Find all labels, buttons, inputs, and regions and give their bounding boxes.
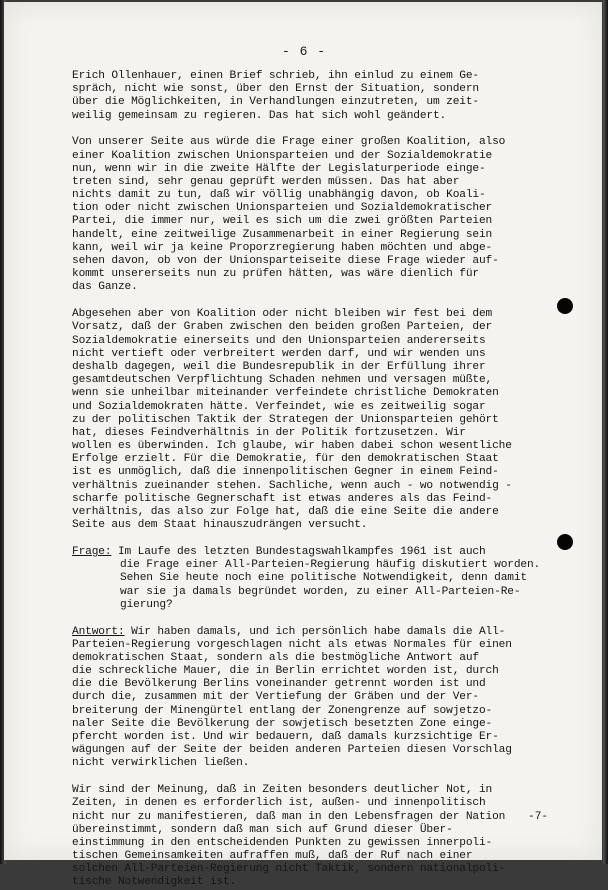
text-line: die schreckliche Mauer, die in Berlin errichtet worden ist, durch xyxy=(72,665,499,678)
text-line: tion oder nicht zwischen Unionsparteien und Sozialdemokratischer xyxy=(72,202,493,215)
text-line: verhältnis zueinander stehen. Sachliche, wenn auch - wo notwendig - xyxy=(72,479,512,492)
paragraph xyxy=(72,308,572,532)
text-line: zu der politischen Taktik der Strategen der Unionsparteien gehört xyxy=(72,413,499,426)
text-line: nicht vertieft oder verbreitert werden darf, und wir wenden uns xyxy=(72,347,486,360)
text-line: Partei, die immer nur, weil es sich um die zwei größten Parteien xyxy=(72,215,493,228)
text-line: naler Seite die Bevölkerung der sowjetisch besetzten Zone einge- xyxy=(72,717,493,730)
text-line: nicht verwirklichen ließen. xyxy=(72,757,250,770)
text-line: Seite aus dem Staat hinauszudrängen versucht. xyxy=(72,519,368,532)
text-line: tische Notwendigkeit ist. xyxy=(72,876,237,889)
text-line: und Sozialdemokraten hätte. Verfeindet, wie es zeitweilig sogar xyxy=(72,400,486,413)
page-number: - 6 - xyxy=(281,44,326,59)
text-line: solchen All-Parteien-Regierung nicht Taktik, sondern nationalpoli- xyxy=(72,863,506,876)
text-line: Wir sind der Meinung, daß in Zeiten besonders deutlicher Not, in xyxy=(72,784,493,797)
text-line: wägungen auf der Seite der beiden anderen Parteien diesen Vorschlag xyxy=(72,744,512,757)
text-line: ist es unmöglich, daß die innenpolitischen Gegner in einem Feind- xyxy=(72,466,499,479)
text-line: wenn sie unheilbar miteinander verfeindete christliche Demokraten xyxy=(72,387,499,400)
scan-edge-right xyxy=(603,0,608,864)
text-line: Vorsatz, daß der Graben zwischen den beiden großen Parteien, der xyxy=(72,321,493,334)
text-line: handelt, eine zeitweilige Zusammenarbeit in einer Regierung sein xyxy=(72,228,493,241)
text-line xyxy=(72,626,572,639)
text-line: durch die, zusammen mit der Vertiefung der Gräben und der Ver- xyxy=(72,691,479,704)
text-line: über die Möglichkeiten, in Verhandlungen einzutreten, um zeit- xyxy=(72,96,479,109)
text-line: Von unserer Seite aus würde die Frage einer großen Koalition, also xyxy=(72,136,506,149)
text-line: gierung? xyxy=(120,598,173,611)
text-line: wollen es überwinden. Ich glaube, wir haben dabei schon wesentliche xyxy=(72,440,512,453)
text-line: Abgesehen aber von Koalition oder nicht bleiben wir fest bei dem xyxy=(72,308,493,321)
text-line: demokratischen Staat, sondern als die bestmögliche Antwort auf xyxy=(72,651,479,664)
question-block xyxy=(72,546,572,612)
text-line: kann, weil wir ja keine Proporzregierung haben möchten und abge- xyxy=(72,241,493,254)
paragraph xyxy=(72,136,572,294)
text-line: die die Bevölkerung Berlins voneinander getrennt worden ist und xyxy=(72,678,486,691)
text-line: weilig gemeinsam zu regieren. Das hat sich wohl geändert. xyxy=(72,109,447,122)
text-line: war sie ja damals begründet worden, zu einer All-Parteien-Re- xyxy=(120,585,521,598)
text-line: kommt unsererseits nun zu prüfen hätten, was wäre dienlich für xyxy=(72,268,479,281)
text-line: einstimmung in den entscheidenden Punkten zu gewissen innerpoli- xyxy=(72,836,493,849)
answer-label: Antwort: xyxy=(72,625,125,638)
text-line: hat, dieses Feindverhältnis in der Politik fortzusetzen. Wir xyxy=(72,426,466,439)
text-line: pfercht worden ist. Und wir bedauern, daß damals kurzsichtige Er- xyxy=(72,731,499,743)
text-line xyxy=(72,546,572,559)
text-line: nichts damit zu tun, daß wir völlig unabhängig davon, ob Koali- xyxy=(72,189,486,202)
continuation-marker: -7- xyxy=(528,811,549,823)
text-line: verhältnis, das also zur Folge hat, daß die eine Seite die andere xyxy=(72,506,499,518)
paragraph xyxy=(72,784,572,890)
text-line: die Frage einer All-Parteien-Regierung häufig diskutiert worden. xyxy=(120,559,541,572)
text-line: nicht nur zu manifestieren, daß man in den Lebensfragen der Nation xyxy=(72,810,506,823)
text-line: übereinstimmt, sondern daß man sich auf Grund dieser Über- xyxy=(72,823,453,836)
text-line: deshalb dagegen, weil die Bundesrepublik in der Erfüllung ihrer xyxy=(72,360,486,373)
text-line: gesamtdeutschen Verpflichtung Schaden nehmen und versagen müßte, xyxy=(72,374,493,387)
text-line: Parteien-Regierung vorgeschlagen nicht als etwas Normales für einen xyxy=(72,638,512,651)
text-line: Zeiten, in denen es erforderlich ist, außen- und innenpolitisch xyxy=(72,797,486,810)
text-line: spräch, nicht wie sonst, über den Ernst der Situation, sondern xyxy=(72,83,479,96)
answer-block xyxy=(72,626,572,771)
text-line: Sehen Sie heute noch eine politische Notwendigkeit, denn damit xyxy=(120,572,527,585)
question-label: Frage: xyxy=(72,545,112,558)
text-line: Erfolge erzielt. Für die Demokratie, für den demokratischen Staat xyxy=(72,453,499,466)
text-line: Sozialdemokratie einerseits und den Unionsparteien andererseits xyxy=(72,334,486,347)
text-line: tischen Gemeinsamkeiten aufraffen muß, daß der Ruf nach einer xyxy=(72,850,473,863)
text-line: einer Koalition zwischen Unionsparteien und der Sozialdemokratie xyxy=(72,149,493,162)
body-text xyxy=(72,70,572,890)
text-line: breiterung der Minengürtel entlang der Zonengrenze auf sowjetzo- xyxy=(72,704,493,717)
text-line: nun, wenn wir in die zweite Hälfte der Legislaturperiode einge- xyxy=(72,162,486,175)
paragraph xyxy=(72,70,572,123)
answer-text: Wir haben damals, und ich persönlich habe damals die All- xyxy=(124,625,506,638)
text-line: scharfe politische Gegnerschaft ist etwas anderes als das Feind- xyxy=(72,492,493,505)
text-line: sehen davon, ob von der Unionsparteiseite diese Frage wieder auf- xyxy=(72,255,499,268)
text-line: das Ganze. xyxy=(72,281,138,294)
text-line: Erich Ollenhauer, einen Brief schrieb, ihn einlud zu einem Ge- xyxy=(72,70,479,82)
question-text: Im Laufe des letzten Bundestagswahlkampfes 1961 ist auch xyxy=(111,545,486,558)
text-line: treten sind, sehr genau geprüft werden müssen. Das hat aber xyxy=(72,175,460,188)
